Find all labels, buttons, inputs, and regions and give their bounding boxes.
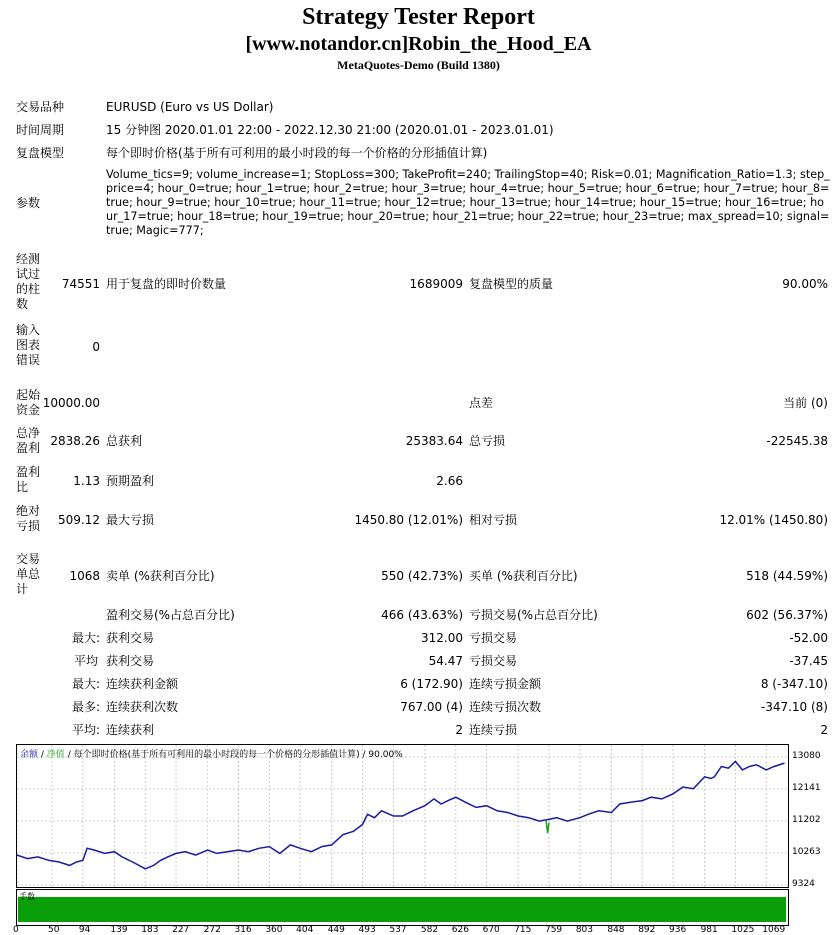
payoff-label: 预期盈利	[106, 474, 155, 488]
bars-value: 74551	[61, 277, 100, 291]
x-tick-label: 670	[482, 925, 500, 935]
cons-loss-value: 8 (-347.10)	[760, 677, 828, 691]
x-tick-label: 316	[234, 925, 252, 935]
max-loss-label: 亏损交易	[469, 631, 518, 645]
loss-trades-label: 亏损交易(%占总百分比)	[469, 608, 598, 622]
report-title: Strategy Tester Report	[302, 4, 535, 30]
grossprofit-label: 总获利	[106, 434, 143, 448]
volume-chart	[16, 889, 789, 926]
maxdd-value: 1450.80 (12.01%)	[354, 513, 463, 527]
quality-label: 复盘模型的质量	[469, 277, 554, 291]
pf-label: 盈利比	[16, 465, 41, 494]
x-tick-label: 848	[607, 925, 625, 935]
x-tick-label: 892	[638, 925, 656, 935]
params-label: 参数	[16, 196, 41, 210]
pf-value: 1.13	[73, 474, 100, 488]
cons-win-label: 连续获利金额	[106, 677, 179, 691]
cons-loss-label: 连续亏损金额	[469, 677, 542, 691]
max2-prefix: 最大:	[71, 677, 100, 691]
x-tick-label: 272	[203, 925, 221, 935]
x-tick-label: 936	[669, 925, 687, 935]
ticks-label: 用于复盘的即时价数量	[106, 277, 227, 291]
grossloss-value: -22545.38	[766, 434, 828, 448]
x-tick-label: 404	[296, 925, 314, 935]
x-tick-label: 0	[13, 925, 19, 935]
x-tick-label: 139	[110, 925, 128, 935]
short-value: 550 (42.73%)	[381, 569, 463, 583]
avg2-prefix: 平均:	[71, 723, 100, 737]
errors-value: 0	[92, 340, 100, 354]
volume-label: 手数	[19, 892, 35, 901]
x-tick-label: 50	[48, 925, 60, 935]
deposit-value: 10000.00	[42, 396, 100, 410]
x-tick-label: 626	[451, 925, 469, 935]
x-tick-label: 183	[141, 925, 159, 935]
model-value: 每个即时价格(基于所有可利用的最小时段的每一个价格的分形插值计算)	[106, 146, 488, 160]
ticks-value: 1689009	[409, 277, 463, 291]
quality-value: 90.00%	[782, 277, 828, 291]
period-value: 15 分钟图 2020.01.01 22:00 - 2022.12.30 21:00 (2020.01.01 - 2023.01.01)	[106, 123, 554, 137]
period-label: 时间周期	[16, 123, 65, 137]
netprofit-label: 总净盈利	[16, 426, 41, 455]
x-tick-label: 1069	[762, 925, 786, 935]
max-profit-label: 获利交易	[106, 631, 155, 645]
x-tick-label: 1025	[731, 925, 755, 935]
volume-bars	[18, 897, 786, 922]
params-value: Volume_tics=9; volume_increase=1; StopLoss=300; TakeProfit=240; TrailingStop=40; Risk=0.01; Magnification_Ratio=1.3; step_price=4; hour_0=true; hour_1=true; hour_2=true; hour_3=true; hour_4=true; hour_5=true; hour_6=true; hour_7=true; hour_8=true; hour_9=true; hour_10=true; hour_11=true; hour_12=true; hour_13=true; hour_14=true; hour_15=true; hour_16=true; hour_17=true; hour_18=true; hour_19=true; hour_20=true; hour_21=true; hour_22=true; hour_23=true; max_spread=10; signal=true; Magic=777;	[106, 168, 830, 237]
x-tick-label: 715	[514, 925, 532, 935]
spread-value: 当前 (0)	[783, 396, 828, 410]
grossloss-label: 总亏损	[469, 434, 506, 448]
absdd-value: 509.12	[58, 513, 100, 527]
x-tick-label: 360	[265, 925, 283, 935]
y-tick-label: 10263	[792, 847, 821, 857]
cons-win-cnt-label: 连续获利次数	[106, 700, 179, 714]
legend-quality: 90.00%	[368, 750, 403, 760]
avg-profit-value: 54.47	[428, 654, 463, 668]
payoff-value: 2.66	[436, 474, 463, 488]
maxdd-label: 最大亏损	[106, 513, 155, 527]
legend-balance: 余额	[20, 750, 39, 760]
symbol-label: 交易品种	[16, 100, 65, 114]
cons-loss-cnt-value: -347.10 (8)	[760, 700, 828, 714]
profit-trades-label: 盈利交易(%占总百分比)	[106, 608, 235, 622]
avg-profit-label: 获利交易	[106, 654, 155, 668]
bars-label: 经测试过的柱数	[16, 252, 41, 311]
short-label: 卖单 (%获利百分比)	[106, 569, 215, 583]
cons-loss-cnt-label: 连续亏损次数	[469, 700, 542, 714]
balance-chart-plot	[17, 745, 788, 887]
equity-line	[546, 821, 549, 833]
report-subtitle: [www.notandor.cn]Robin_the_Hood_EA	[245, 33, 592, 55]
legend-model: 每个即时价格(基于所有可利用的最小时段的每一个价格的分形插值计算)	[73, 750, 360, 760]
legend-equity: 净值	[46, 750, 65, 760]
avg-cons-loss-value: 2	[820, 723, 828, 737]
profit-trades-value: 466 (43.63%)	[381, 608, 463, 622]
chart-legend: 余额 / 净值 / 每个即时价格(基于所有可利用的最小时段的每一个价格的分形插值计算) / 90.00%	[20, 750, 403, 760]
cons-win-value: 6 (172.90)	[400, 677, 463, 691]
trades-label: 交易单总计	[16, 552, 41, 596]
errors-label: 输入图表错误	[16, 323, 41, 367]
avg-loss-value: -37.45	[789, 654, 828, 668]
loss-trades-value: 602 (56.37%)	[746, 608, 828, 622]
y-tick-label: 11202	[792, 815, 821, 825]
max-prefix: 最大:	[71, 631, 100, 645]
long-value: 518 (44.59%)	[746, 569, 828, 583]
x-tick-label: 94	[78, 925, 91, 935]
x-tick-label: 449	[327, 925, 345, 935]
avg-cons-win-label: 连续获利	[106, 723, 155, 737]
reldd-value: 12.01% (1450.80)	[719, 513, 828, 527]
trades-value: 1068	[69, 569, 100, 583]
balance-chart	[16, 744, 789, 888]
x-tick-label: 493	[358, 925, 376, 935]
y-tick-label: 13080	[792, 751, 821, 761]
x-tick-label: 582	[420, 925, 439, 935]
symbol-value: EURUSD (Euro vs US Dollar)	[106, 100, 274, 114]
spread-label: 点差	[469, 396, 494, 410]
x-tick-label: 227	[172, 925, 190, 935]
max-profit-value: 312.00	[421, 631, 463, 645]
avg-loss-label: 亏损交易	[469, 654, 518, 668]
x-tick-label: 537	[389, 925, 407, 935]
x-tick-label: 759	[544, 925, 563, 935]
y-tick-label: 9324	[792, 879, 815, 889]
model-label: 复盘模型	[16, 146, 65, 160]
avg-prefix: 平均	[73, 654, 98, 668]
most-prefix: 最多:	[71, 700, 100, 714]
x-tick-label: 981	[700, 925, 718, 935]
y-tick-label: 12141	[792, 783, 821, 793]
build-info: MetaQuotes-Demo (Build 1380)	[337, 58, 500, 72]
max-loss-value: -52.00	[789, 631, 828, 645]
absdd-label: 绝对亏损	[16, 504, 41, 533]
avg-cons-loss-label: 连续亏损	[469, 723, 518, 737]
netprofit-value: 2838.26	[50, 434, 100, 448]
avg-cons-win-value: 2	[455, 723, 463, 737]
x-tick-label: 803	[575, 925, 594, 935]
grossprofit-value: 25383.64	[405, 434, 463, 448]
deposit-label: 起始资金	[16, 388, 41, 417]
cons-win-cnt-value: 767.00 (4)	[400, 700, 463, 714]
long-label: 买单 (%获利百分比)	[469, 569, 578, 583]
reldd-label: 相对亏损	[469, 513, 518, 527]
